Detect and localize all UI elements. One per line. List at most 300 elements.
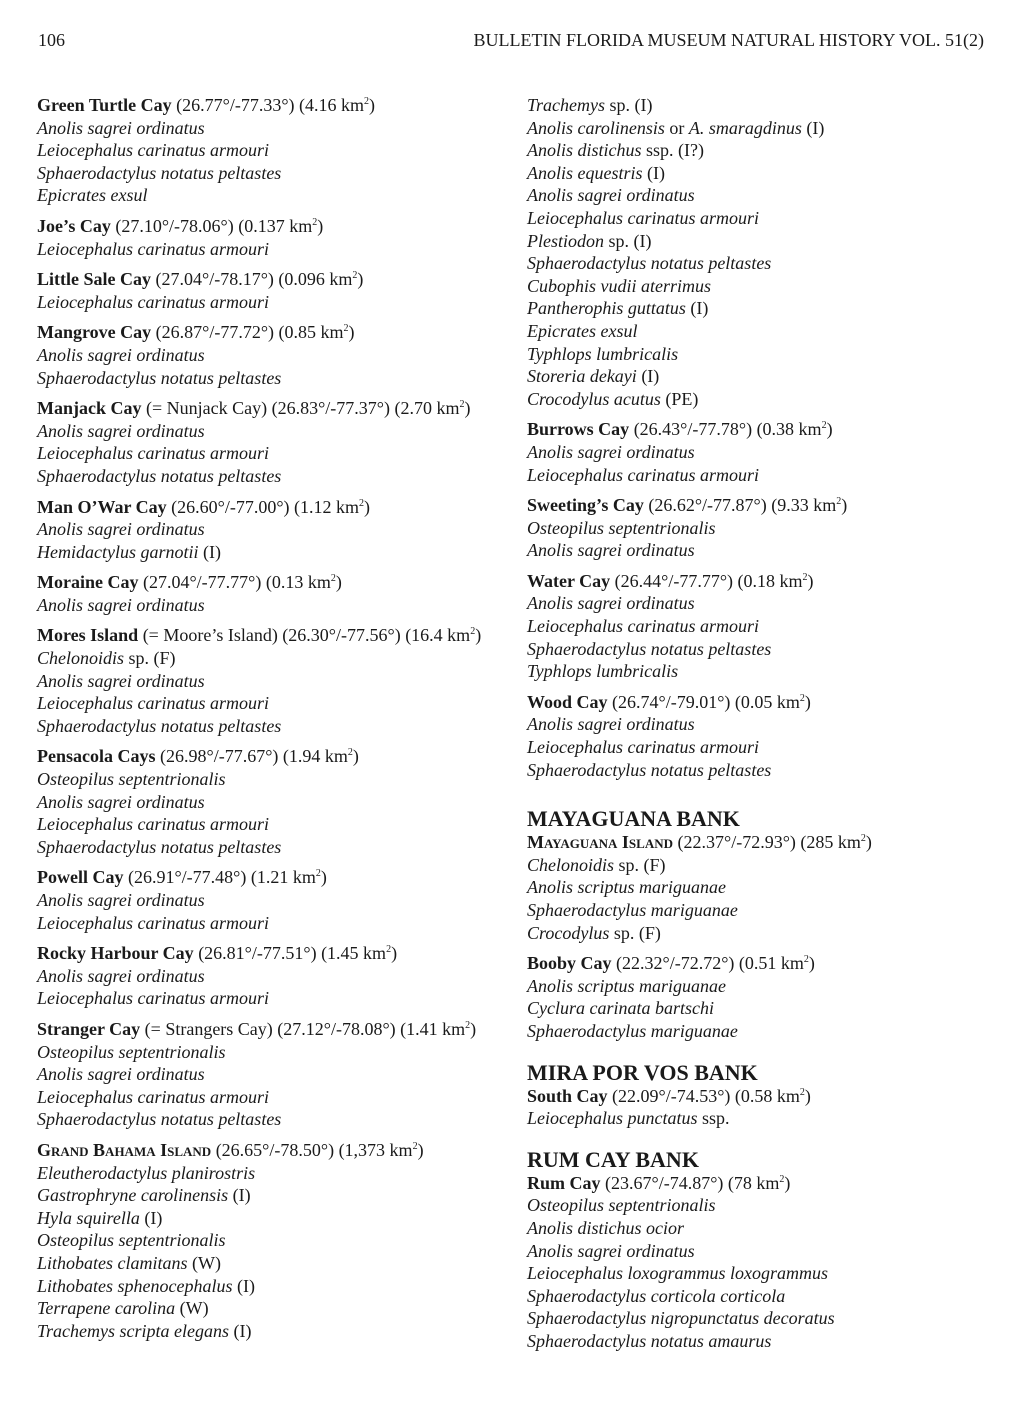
details-close: ): [320, 867, 327, 888]
species-name: Lithobates clamitans: [37, 1252, 188, 1273]
island-title: [37, 571, 507, 594]
details-close: ): [808, 953, 815, 974]
island-title: [37, 268, 507, 291]
area-exponent: 2: [459, 399, 465, 411]
species-name: Sphaerodactylus notatus peltastes: [37, 367, 282, 388]
island-details: (= Nunjack Cay) (26.83°/-77.37°) (2.70 km: [141, 398, 460, 419]
species-name: Sphaerodactylus notatus peltastes: [527, 759, 772, 780]
species-line: [527, 94, 997, 117]
island-name: Wood Cay: [527, 691, 608, 712]
species-line: [37, 670, 507, 693]
island-title: [527, 1172, 997, 1195]
species-line: [527, 539, 997, 562]
species-name: Trachemys: [527, 95, 605, 115]
species-name: Anolis sagrei ordinatus: [37, 1064, 205, 1085]
species-name: Anolis carolinensis: [527, 117, 665, 138]
bank-heading: MAYAGUANA BANK: [527, 806, 740, 832]
island-details: (26.87°/-77.72°) (0.85 km: [151, 322, 344, 343]
island-details: (26.44°/-77.77°) (0.18 km: [610, 570, 803, 591]
species-line: [37, 1184, 507, 1207]
page-number: 106: [38, 30, 65, 50]
island-name: Sweeting’s Cay: [527, 495, 644, 516]
island-title: [37, 321, 507, 344]
species-line: [37, 518, 507, 541]
island-name: Mangrove Cay: [37, 322, 152, 343]
species-line: [37, 420, 507, 443]
area-exponent: 2: [347, 747, 353, 759]
area-exponent: 2: [821, 420, 827, 432]
species-line: [527, 736, 997, 759]
species-line: [527, 441, 997, 464]
area-exponent: 2: [412, 1140, 418, 1152]
species-line: [37, 291, 507, 314]
species-line: [527, 1217, 997, 1240]
details-close: ): [826, 419, 833, 440]
species-name: Leiocephalus carinatus armouri: [37, 814, 269, 835]
page-header: [38, 30, 984, 51]
species-line: [37, 912, 507, 935]
species-name: Sphaerodactylus notatus peltastes: [37, 465, 282, 486]
island-title: [37, 745, 507, 768]
island-name: Joe’s Cay: [37, 215, 111, 236]
species-line: [37, 1297, 507, 1320]
species-line: [37, 1207, 507, 1230]
island-title: [37, 1139, 507, 1162]
species-line: [37, 1320, 507, 1343]
species-name: Cyclura carinata bartschi: [527, 998, 714, 1019]
species-note: (I): [801, 117, 825, 138]
species-name: Anolis sagrei ordinatus: [37, 420, 205, 441]
island-details: (26.65°/-78.50°) (1,373 km: [211, 1139, 413, 1160]
species-name: Typhlops lumbricalis: [527, 661, 679, 682]
island-details: (26.60°/-77.00°) (1.12 km: [166, 496, 360, 517]
island-details: (26.62°/-77.87°) (9.33 km: [643, 495, 837, 516]
details-close: ): [391, 943, 398, 964]
species-name: Sphaerodactylus notatus peltastes: [37, 162, 282, 183]
island-entry: [37, 1139, 507, 1342]
species-name: Chelonoidis: [527, 854, 615, 875]
island-entry: [527, 494, 997, 562]
species-line: [527, 922, 997, 945]
island-entry: [527, 831, 997, 944]
island-entry: [37, 321, 507, 389]
island-details: (26.98°/-77.67°) (1.94 km: [155, 746, 348, 767]
island-entry: [37, 624, 507, 737]
species-name: Chelonoidis: [37, 648, 125, 669]
species-line: [527, 1262, 997, 1285]
species-line: [527, 117, 997, 140]
island-name: Little Sale Cay: [37, 269, 151, 290]
island-name: Mores Island: [37, 625, 139, 646]
species-name: Leiocephalus punctatus: [527, 1108, 698, 1129]
species-name: Anolis sagrei ordinatus: [37, 890, 205, 910]
area-exponent: 2: [860, 833, 866, 845]
island-entry: [527, 94, 997, 410]
species-name: Typhlops lumbricalis: [527, 343, 679, 364]
species-line: [527, 139, 997, 162]
island-entry: [37, 942, 507, 1010]
species-name: Sphaerodactylus notatus peltastes: [37, 715, 282, 736]
island-title: [37, 94, 507, 117]
species-name: Osteopilus septentrionalis: [37, 769, 226, 790]
species-line: [37, 594, 507, 617]
island-entry: [527, 691, 997, 781]
species-line: [527, 230, 997, 253]
species-name: Leiocephalus carinatus armouri: [527, 737, 759, 758]
details-close: ): [841, 495, 848, 516]
species-name: Leiocephalus carinatus armouri: [37, 912, 269, 933]
island-name: Grand Bahama Island: [37, 1139, 212, 1160]
species-name: Pantherophis guttatus: [527, 298, 686, 319]
island-title: [37, 215, 507, 238]
details-close: ): [417, 1139, 424, 1160]
species-note: (I): [139, 1207, 163, 1228]
island-title: [37, 866, 507, 889]
island-entry: [527, 418, 997, 486]
left-column: [37, 94, 507, 1350]
species-note: (I): [636, 366, 660, 387]
species-line: [37, 344, 507, 367]
species-name: Leiocephalus carinatus armouri: [37, 291, 269, 312]
species-line: [527, 252, 997, 275]
island-title: [527, 494, 997, 517]
island-name: South Cay: [527, 1085, 608, 1106]
species-note: (I): [685, 298, 709, 319]
area-exponent: 2: [799, 692, 805, 704]
species-name: Anolis sagrei ordinatus: [527, 185, 695, 206]
island-entry: [37, 94, 507, 207]
details-close: ): [348, 322, 355, 343]
species-line: [37, 465, 507, 488]
species-name: Sphaerodactylus corticola corticola: [527, 1285, 786, 1306]
island-name: Water Cay: [527, 570, 611, 591]
area-exponent: 2: [470, 626, 476, 638]
species-note: (I): [232, 1275, 255, 1296]
species-name: Leiocephalus carinatus armouri: [37, 443, 269, 464]
species-line: [37, 836, 507, 859]
species-name: Gastrophryne carolinensis: [37, 1185, 229, 1206]
species-name: Osteopilus septentrionalis: [37, 1041, 226, 1062]
species-line: [527, 464, 997, 487]
details-close: ): [807, 570, 814, 591]
species-name: Anolis sagrei ordinatus: [527, 441, 695, 462]
species-line: [37, 647, 507, 670]
island-details: (27.04°/-78.17°) (0.096 km: [151, 269, 353, 290]
island-name: Pensacola Cays: [37, 746, 156, 767]
island-details: (26.91°/-77.48°) (1.21 km: [123, 867, 316, 888]
species-name: Lithobates sphenocephalus: [37, 1275, 233, 1296]
area-exponent: 2: [315, 868, 321, 880]
species-name: Hemidactylus garnotii: [37, 541, 199, 562]
species-line: [527, 854, 997, 877]
island-details: (23.67°/-74.87°) (78 km: [600, 1172, 780, 1193]
island-entry: [37, 866, 507, 934]
species-name: Terrapene carolina: [37, 1298, 176, 1319]
species-line: [527, 343, 997, 366]
island-title: [37, 496, 507, 519]
details-close: ): [352, 746, 359, 767]
species-name: Epicrates exsul: [37, 185, 148, 206]
island-name: Stranger Cay: [37, 1018, 141, 1039]
species-line: [37, 768, 507, 791]
species-name: Hyla squirella: [37, 1207, 140, 1228]
species-note: ssp. (I?): [641, 140, 704, 161]
species-line: [37, 367, 507, 390]
species-line: [527, 713, 997, 736]
island-title: [527, 1085, 997, 1108]
species-line: [527, 638, 997, 661]
details-close: ): [369, 95, 376, 115]
species-name: Leiocephalus carinatus armouri: [527, 464, 759, 485]
island-entry: [37, 571, 507, 616]
species-name: Osteopilus septentrionalis: [37, 1230, 226, 1251]
species-line: [37, 442, 507, 465]
species-line: [37, 1086, 507, 1109]
island-entry: [37, 397, 507, 487]
species-line: [527, 975, 997, 998]
species-line: [527, 388, 997, 411]
species-line: [37, 1041, 507, 1064]
species-name: Anolis sagrei ordinatus: [37, 670, 205, 691]
species-line: [527, 759, 997, 782]
island-details: (26.77°/-77.33°) (4.16 km: [171, 95, 365, 115]
species-name: Anolis sagrei ordinatus: [37, 965, 205, 986]
species-note: sp. (I): [604, 230, 652, 251]
species-name: Leiocephalus carinatus armouri: [37, 693, 269, 714]
area-exponent: 2: [799, 1086, 805, 1098]
species-line: [527, 297, 997, 320]
species-line: [527, 997, 997, 1020]
island-details: (= Moore’s Island) (26.30°/-77.56°) (16.4 km: [138, 625, 471, 646]
right-column: [527, 94, 997, 1361]
island-entry: [527, 952, 997, 1042]
species-note: sp. (I): [605, 95, 653, 115]
species-name: Sphaerodactylus notatus peltastes: [37, 836, 282, 857]
island-title: [37, 942, 507, 965]
species-name: Anolis sagrei ordinatus: [37, 594, 205, 615]
species-name: Epicrates exsul: [527, 320, 638, 341]
species-name: Anolis sagrei ordinatus: [37, 519, 205, 540]
species-line: [37, 813, 507, 836]
species-line: [527, 1330, 997, 1353]
bank-heading: RUM CAY BANK: [527, 1146, 699, 1172]
species-name: Leiocephalus carinatus armouri: [527, 616, 759, 637]
details-close: ): [804, 1085, 811, 1106]
island-entry: [37, 1018, 507, 1131]
species-name: Eleutherodactylus planirostris: [37, 1162, 256, 1183]
island-details: (22.09°/-74.53°) (0.58 km: [607, 1085, 800, 1106]
island-title: [527, 691, 997, 714]
species-name: Sphaerodactylus notatus amaurus: [527, 1330, 772, 1351]
details-close: ): [784, 1172, 791, 1193]
species-note: (I): [228, 1185, 251, 1206]
island-name: Green Turtle Cay: [37, 95, 172, 115]
island-details: (22.32°/-72.72°) (0.51 km: [611, 953, 804, 974]
species-name: Sphaerodactylus notatus peltastes: [527, 253, 772, 274]
island-entry: [37, 745, 507, 858]
species-note: (I): [228, 1320, 252, 1341]
species-line: [527, 876, 997, 899]
species-line: [37, 692, 507, 715]
species-line: [37, 1063, 507, 1086]
details-close: ): [317, 215, 324, 236]
island-details: (27.10°/-78.06°) (0.137 km: [110, 215, 313, 236]
island-title: [37, 624, 507, 647]
species-name: Leiocephalus carinatus armouri: [527, 207, 759, 228]
details-close: ): [470, 1018, 477, 1039]
area-exponent: 2: [803, 954, 809, 966]
area-exponent: 2: [312, 216, 318, 228]
island-name: Mayaguana Island: [527, 832, 674, 853]
species-name: Leiocephalus carinatus armouri: [37, 238, 269, 259]
species-name: Anolis sagrei ordinatus: [37, 791, 205, 812]
species-line: [37, 1275, 507, 1298]
species-note: sp. (F): [614, 854, 666, 875]
details-close: ): [364, 496, 371, 517]
species-line: [527, 1307, 997, 1330]
bank-heading: MIRA POR VOS BANK: [527, 1059, 758, 1085]
species-line: [527, 365, 997, 388]
island-entry: [37, 496, 507, 564]
species-line: [37, 1252, 507, 1275]
island-details: (27.04°/-77.77°) (0.13 km: [138, 572, 331, 593]
species-note: (W): [175, 1298, 209, 1319]
species-name: Anolis scriptus mariguanae: [527, 975, 727, 996]
island-title: [37, 1018, 507, 1041]
species-name: Sphaerodactylus notatus peltastes: [37, 1109, 282, 1130]
species-line: [527, 1194, 997, 1217]
species-line: [527, 615, 997, 638]
species-line: [37, 238, 507, 261]
species-line: [527, 660, 997, 683]
species-name: Anolis sagrei ordinatus: [527, 593, 695, 614]
area-exponent: 2: [779, 1173, 785, 1185]
island-entry: [527, 570, 997, 683]
island-details: (26.81°/-77.51°) (1.45 km: [193, 943, 387, 964]
species-line: [37, 791, 507, 814]
details-close: ): [335, 572, 342, 593]
species-line: [37, 1229, 507, 1252]
island-name: Manjack Cay: [37, 398, 142, 419]
species-line: [37, 541, 507, 564]
species-note: or: [664, 117, 689, 138]
island-name: Rocky Harbour Cay: [37, 943, 194, 964]
species-name: Osteopilus septentrionalis: [527, 1195, 716, 1216]
island-entry: [37, 268, 507, 313]
species-note: (W): [187, 1252, 221, 1273]
species-name: Anolis equestris: [527, 162, 643, 183]
species-line: [527, 1240, 997, 1263]
island-details: (26.74°/-79.01°) (0.05 km: [607, 691, 800, 712]
details-close: ): [865, 832, 872, 853]
species-line: [37, 889, 507, 912]
island-name: Powell Cay: [37, 867, 124, 888]
running-title: BULLETIN FLORIDA MUSEUM NATURAL HISTORY VOL. 51(2): [473, 30, 984, 50]
details-close: ): [804, 691, 811, 712]
species-name: Anolis sagrei ordinatus: [527, 540, 695, 561]
details-close: ): [464, 398, 471, 419]
area-exponent: 2: [836, 496, 842, 508]
species-line: [37, 162, 507, 185]
species-name: Anolis distichus: [527, 140, 642, 161]
species-name-alt: A. smaragdinus: [688, 117, 802, 138]
species-note: (PE): [660, 388, 699, 409]
species-name: Crocodylus acutus: [527, 388, 661, 409]
species-name: Sphaerodactylus notatus peltastes: [527, 638, 772, 659]
species-name: Sphaerodactylus nigropunctatus decoratus: [527, 1308, 835, 1329]
island-details: (26.43°/-77.78°) (0.38 km: [629, 419, 822, 440]
species-line: [527, 162, 997, 185]
species-name: Leiocephalus carinatus armouri: [37, 140, 269, 161]
species-name: Crocodylus: [527, 922, 610, 943]
species-name: Anolis sagrei ordinatus: [37, 117, 205, 138]
island-entry: [527, 1172, 997, 1353]
species-note: (I): [198, 541, 221, 562]
species-name: Anolis scriptus mariguanae: [527, 877, 727, 898]
species-line: [527, 184, 997, 207]
species-note: sp. (F): [124, 648, 176, 669]
island-title: [37, 397, 507, 420]
species-line: [37, 1162, 507, 1185]
island-title: [527, 570, 997, 593]
species-name: Leiocephalus loxogrammus loxogrammus: [527, 1263, 828, 1284]
species-line: [527, 899, 997, 922]
species-note: sp. (F): [609, 922, 661, 943]
species-name: Cubophis vudii aterrimus: [527, 275, 712, 296]
area-exponent: 2: [465, 1019, 471, 1031]
island-name: Burrows Cay: [527, 419, 630, 440]
species-line: [37, 184, 507, 207]
area-exponent: 2: [352, 270, 358, 282]
species-name: Leiocephalus carinatus armouri: [37, 1086, 269, 1107]
species-name: Anolis distichus ocior: [527, 1217, 684, 1238]
species-line: [527, 275, 997, 298]
species-line: [527, 207, 997, 230]
island-name: Booby Cay: [527, 953, 612, 974]
species-line: [37, 965, 507, 988]
species-line: [37, 715, 507, 738]
species-line: [37, 1108, 507, 1131]
species-note: (I): [642, 162, 665, 183]
area-exponent: 2: [386, 944, 392, 956]
species-note: ssp.: [697, 1108, 730, 1129]
details-close: ): [475, 625, 482, 646]
island-name: Man O’War Cay: [37, 496, 167, 517]
species-name: Leiocephalus carinatus armouri: [37, 988, 269, 1009]
island-name: Rum Cay: [527, 1172, 601, 1193]
area-exponent: 2: [802, 571, 808, 583]
island-entry: [37, 215, 507, 260]
species-name: Sphaerodactylus mariguanae: [527, 1020, 738, 1041]
details-close: ): [357, 269, 364, 290]
island-title: [527, 418, 997, 441]
species-line: [37, 987, 507, 1010]
island-title: [527, 831, 997, 854]
species-name: Sphaerodactylus mariguanae: [527, 900, 738, 920]
species-name: Anolis sagrei ordinatus: [527, 714, 695, 735]
species-name: Osteopilus septentrionalis: [527, 517, 716, 538]
species-name: Anolis sagrei ordinatus: [37, 344, 205, 365]
species-name: Storeria dekayi: [527, 366, 637, 387]
species-name: Anolis sagrei ordinatus: [527, 1240, 695, 1261]
area-exponent: 2: [359, 497, 365, 509]
species-line: [37, 117, 507, 140]
species-line: [527, 320, 997, 343]
species-line: [37, 139, 507, 162]
island-name: Moraine Cay: [37, 572, 139, 593]
island-details: (= Strangers Cay) (27.12°/-78.08°) (1.41 km: [140, 1018, 466, 1039]
island-title: [527, 952, 997, 975]
